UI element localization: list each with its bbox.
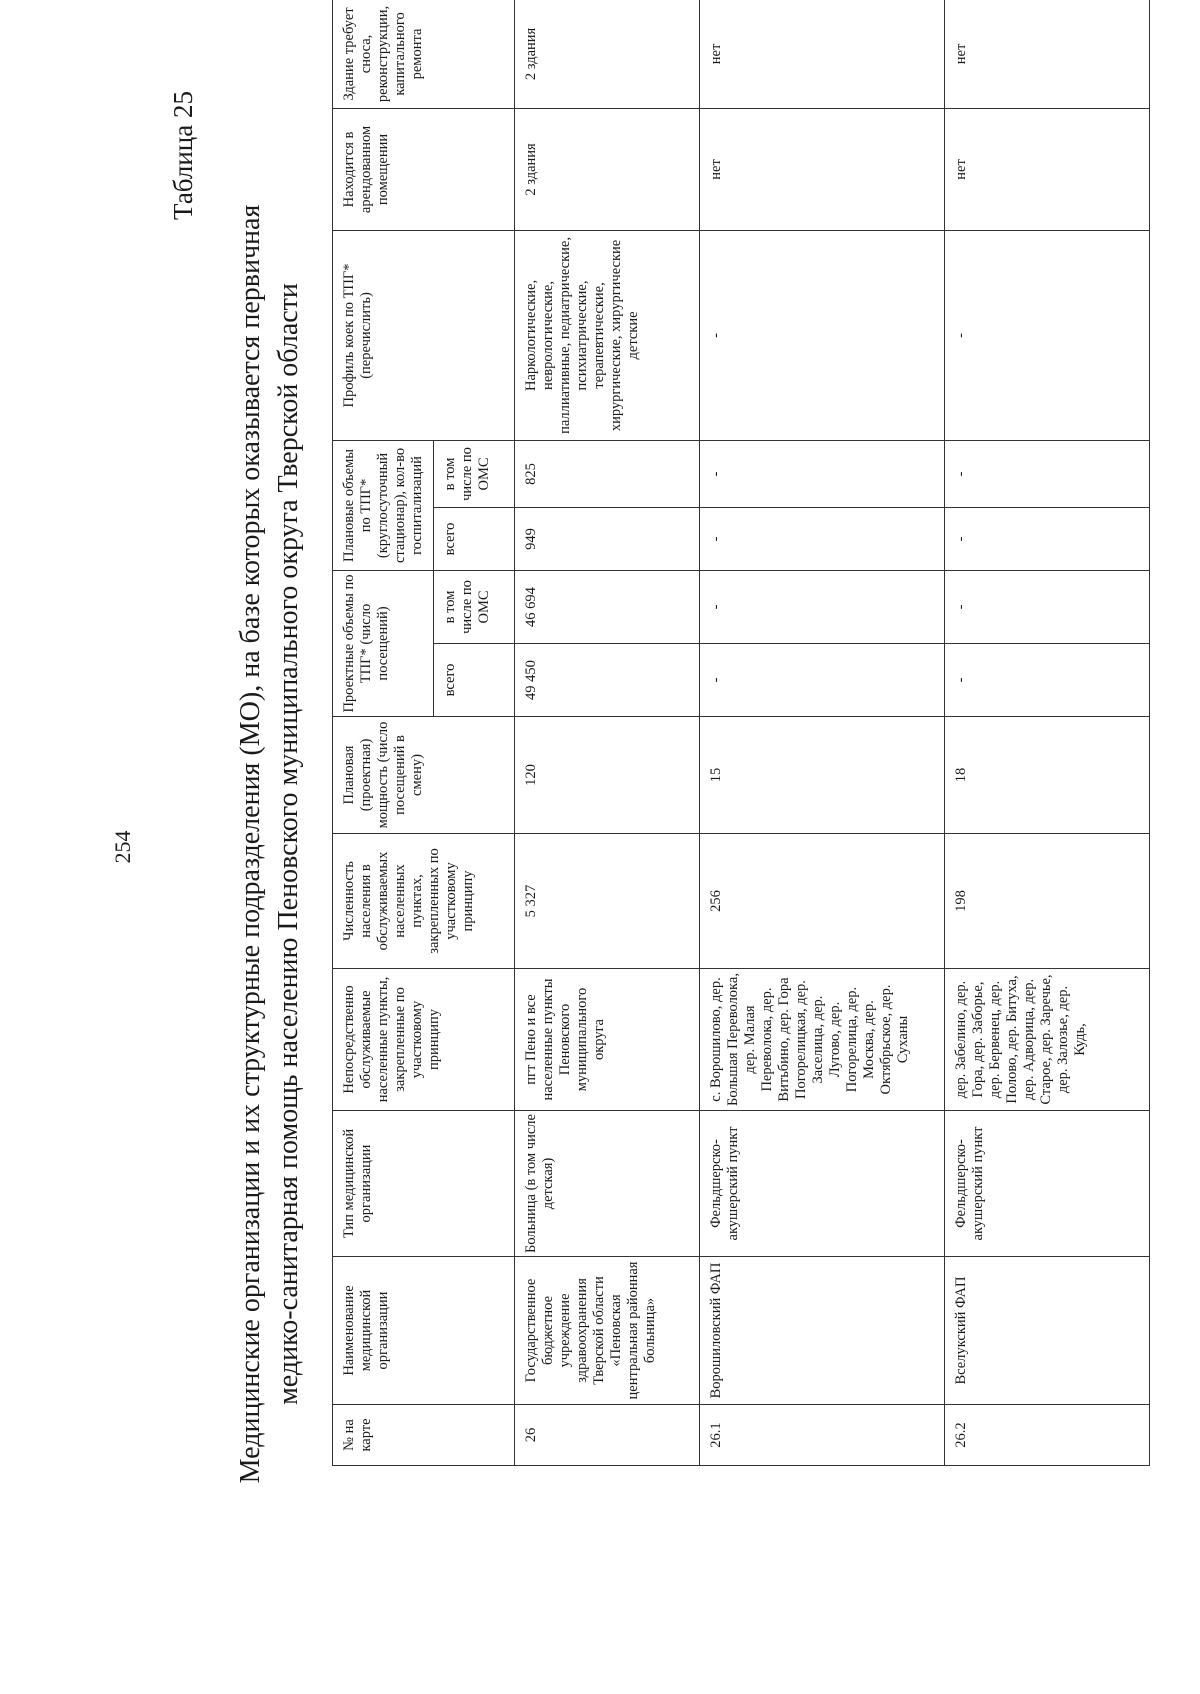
cell-design-total: - — [700, 644, 945, 717]
cell-plan-total: - — [945, 507, 1150, 570]
cell-repair: нет — [700, 0, 945, 108]
cell-design-oms: - — [945, 570, 1150, 643]
cell-num: 26 — [515, 1405, 700, 1466]
header-plan-oms: в том числе по ОМС — [434, 440, 515, 507]
cell-name: Государственное бюджетное учреждение здравоохранения Тверской области «Пеновская центральная районная больница» — [515, 1257, 700, 1405]
header-plan-total: всего — [434, 507, 515, 570]
cell-name: Вселукский ФАП — [945, 1257, 1150, 1405]
header-population: Численность населения в обслуживаемых населенных пунктах, закрепленных по участковому принципу — [333, 834, 515, 969]
cell-plan-total: 949 — [515, 507, 700, 570]
cell-capacity: 18 — [945, 717, 1150, 834]
cell-type: Больница (в том числе детская) — [515, 1111, 700, 1257]
header-served: Непосредственно обслуживаемые населенные пункты, закрепленные по участковому принципу — [333, 969, 515, 1111]
cell-num: 26.1 — [700, 1405, 945, 1466]
data-table — [332, 0, 1150, 1466]
cell-served: пгт Пено и все населенные пункты Пеновского муниципального округа — [515, 969, 700, 1111]
cell-population: 198 — [945, 834, 1150, 969]
cell-type: Фельдшерско-акушерский пункт — [700, 1111, 945, 1257]
cell-design-total: - — [945, 644, 1150, 717]
header-design-oms: в том числе по ОМС — [434, 570, 515, 643]
header-plan-volumes: Плановые объемы по ТПГ* (круглосуточный стационар), кол-во госпитализаций — [333, 440, 434, 570]
cell-design-total: 49 450 — [515, 644, 700, 717]
cell-rented: нет — [945, 108, 1150, 230]
cell-type: Фельдшерско-акушерский пункт — [945, 1111, 1150, 1257]
table-row — [700, 0, 945, 1466]
cell-served: с. Ворошилово, дер. Большая Переволока, дер. Малая Переволока, дер. Витьбино, дер. Гора Погорелицкая, дер. Заселица, дер. Лугово, дер. Погорелица, дер. Москва, дер. Октябрьское, дер. Суханы — [700, 969, 945, 1111]
cell-plan-oms: - — [945, 440, 1150, 507]
cell-name: Ворошиловский ФАП — [700, 1257, 945, 1405]
table-row — [515, 0, 700, 1466]
header-type: Тип медицинской организации — [333, 1111, 515, 1257]
header-num: № на карте — [333, 1405, 515, 1466]
cell-served: дер. Забелино, дер. Гора, дер. Заборье, дер. Бервенец, дер. Полово, дер. Битуха, дер. Адворица, дер. Старое, дер. Заречье, дер. Залозье, дер. Кудь, — [945, 969, 1150, 1111]
cell-plan-total: - — [700, 507, 945, 570]
header-row-1 — [333, 0, 434, 1466]
cell-population: 256 — [700, 834, 945, 969]
cell-repair: 2 здания — [515, 0, 700, 108]
page-number: 254 — [110, 830, 135, 864]
cell-num: 26.2 — [945, 1405, 1150, 1466]
cell-design-oms: 46 694 — [515, 570, 700, 643]
header-name: Наименование медицинской организации — [333, 1257, 515, 1405]
header-design-volumes: Проектные объемы по ТПГ* (число посещений) — [333, 570, 434, 716]
cell-plan-oms: - — [700, 440, 945, 507]
page-title: Медицинские организации и их структурные подразделения (МО), на базе которых оказывается первичная медико-санитарная помощь населению Пеновского муниципального округа Тверской области — [235, 204, 304, 1484]
header-capacity: Плановая (проектная) мощность (число посещений в смену) — [333, 717, 515, 834]
cell-beds: - — [700, 230, 945, 440]
cell-design-oms: - — [700, 570, 945, 643]
cell-beds: Наркологические, неврологические, паллиативные, педиатрические, психиатрические, терапевтические, хирургические, хирургические детские — [515, 230, 700, 440]
cell-capacity: 120 — [515, 717, 700, 834]
cell-rented: нет — [700, 108, 945, 230]
table-row — [945, 0, 1150, 1466]
cell-beds: - — [945, 230, 1150, 440]
header-repair: Здание требует сноса, реконструкции, капитального ремонта — [333, 0, 515, 108]
cell-repair: нет — [945, 0, 1150, 108]
cell-plan-oms: 825 — [515, 440, 700, 507]
cell-capacity: 15 — [700, 717, 945, 834]
table-label: Таблица 25 — [168, 91, 198, 220]
header-design-total: всего — [434, 644, 515, 717]
header-rented: Находится в арендованном помещении — [333, 108, 515, 230]
cell-population: 5 327 — [515, 834, 700, 969]
header-beds: Профиль коек по ТПГ* (перечислить) — [333, 230, 515, 440]
cell-rented: 2 здания — [515, 108, 700, 230]
